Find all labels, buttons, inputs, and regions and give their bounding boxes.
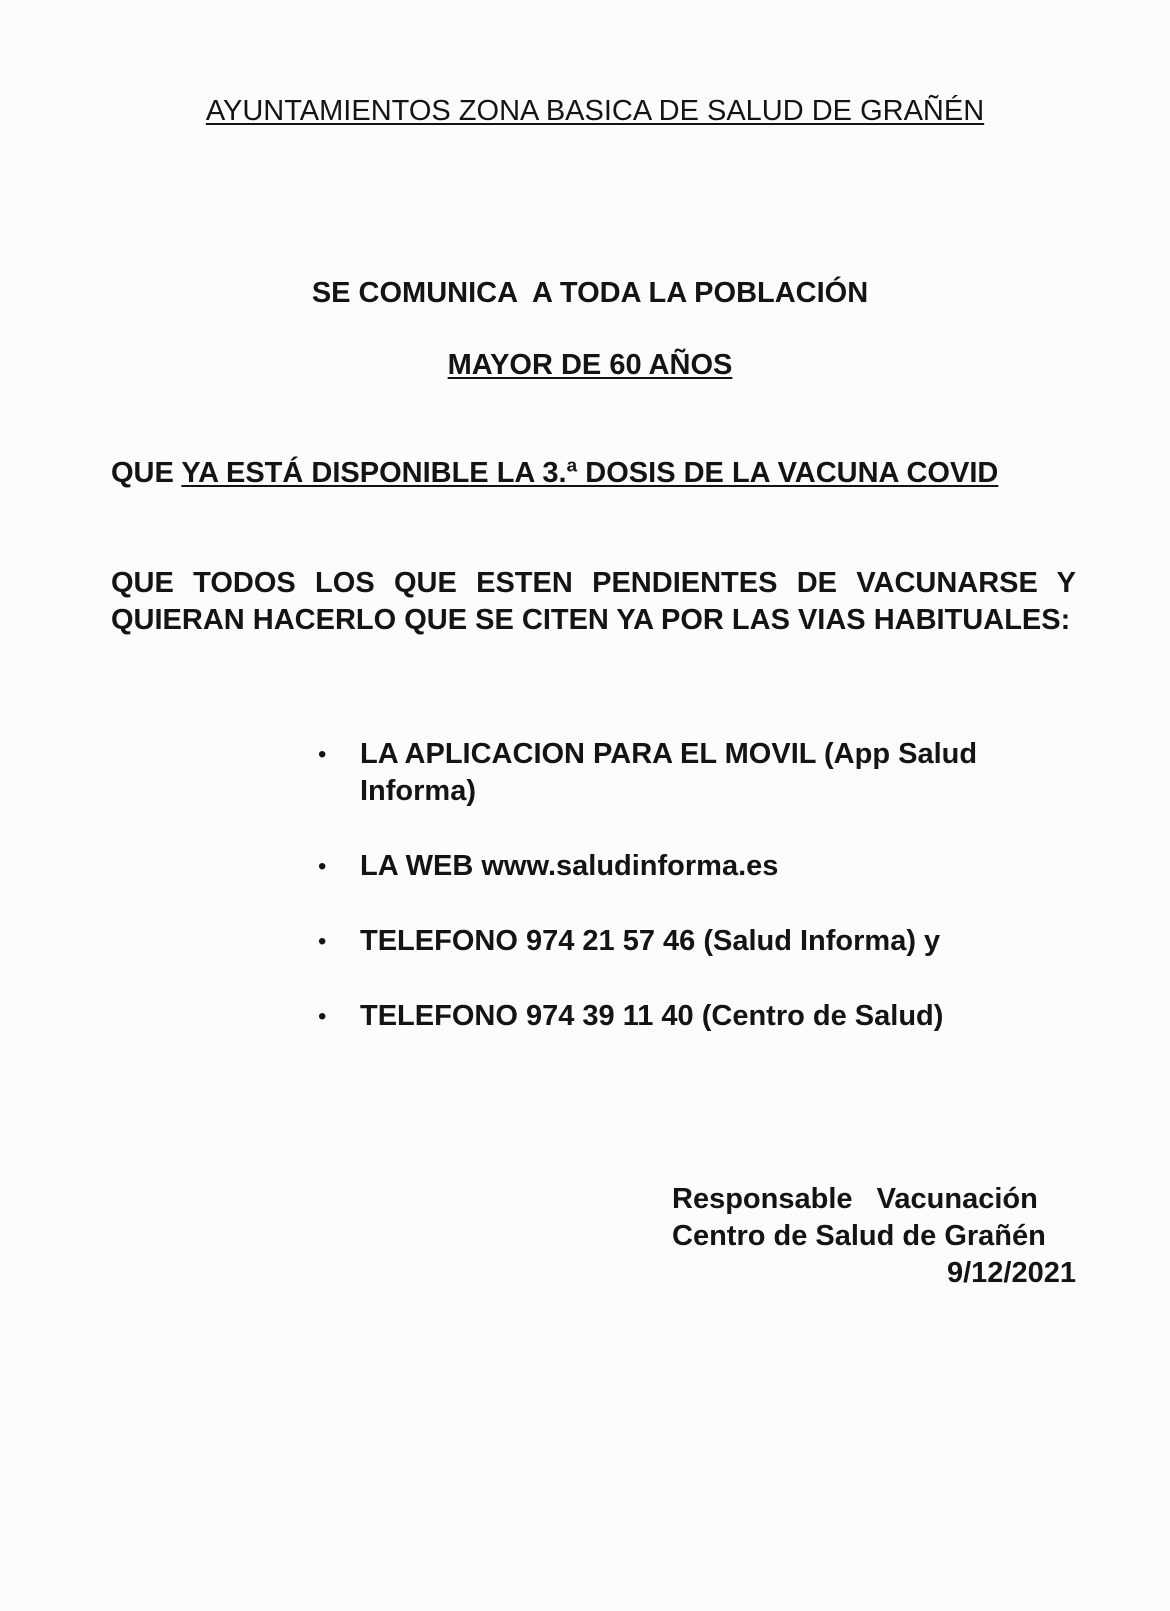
signature-center: Centro de Salud de Grañén bbox=[672, 1220, 1046, 1252]
channel-label-web: LA WEB www.saludinforma.es bbox=[360, 850, 779, 882]
bullet-icon: • bbox=[318, 853, 327, 880]
signature-date: 9/12/2021 bbox=[946, 1257, 1076, 1289]
channel-item-app bbox=[316, 736, 1046, 810]
channel-label-phone-salud-informa: TELEFONO 974 21 57 46 (Salud Informa) y bbox=[360, 925, 941, 957]
booking-instruction: QUE TODOS LOS QUE ESTEN PENDIENTES DE VACUNARSE Y QUIERAN HACERLO QUE SE CITEN YA POR LAS VIAS HABITUALES: bbox=[111, 567, 1076, 636]
channel-label-phone-centro-salud: TELEFONO 974 39 11 40 (Centro de Salud) bbox=[360, 1000, 944, 1032]
document-header: AYUNTAMIENTOS ZONA BASICA DE SALUD DE GRAÑÉN bbox=[205, 95, 985, 127]
channel-label-app: LA APLICACION PARA EL MOVIL (App Salud Informa) bbox=[360, 738, 978, 807]
channel-item-web bbox=[316, 848, 1046, 885]
notice-line-population: SE COMUNICA A TODA LA POBLACIÓN bbox=[311, 277, 869, 309]
signature-block bbox=[672, 1181, 1076, 1292]
channel-item-phone-salud-informa bbox=[316, 923, 1046, 960]
bullet-icon: • bbox=[318, 1003, 327, 1030]
channel-item-phone-centro-salud bbox=[316, 998, 1046, 1035]
notice-line-age: MAYOR DE 60 AÑOS bbox=[447, 349, 733, 381]
bullet-icon: • bbox=[318, 741, 327, 768]
bullet-icon: • bbox=[318, 928, 327, 955]
availability-prefix: QUE bbox=[111, 457, 182, 489]
availability-statement bbox=[111, 456, 1071, 490]
signature-role: Responsable Vacunación bbox=[672, 1183, 1038, 1215]
availability-emphasis: YA ESTÁ DISPONIBLE LA 3.ª DOSIS DE LA VACUNA COVID bbox=[181, 457, 999, 489]
booking-channels-list bbox=[316, 736, 1046, 1073]
